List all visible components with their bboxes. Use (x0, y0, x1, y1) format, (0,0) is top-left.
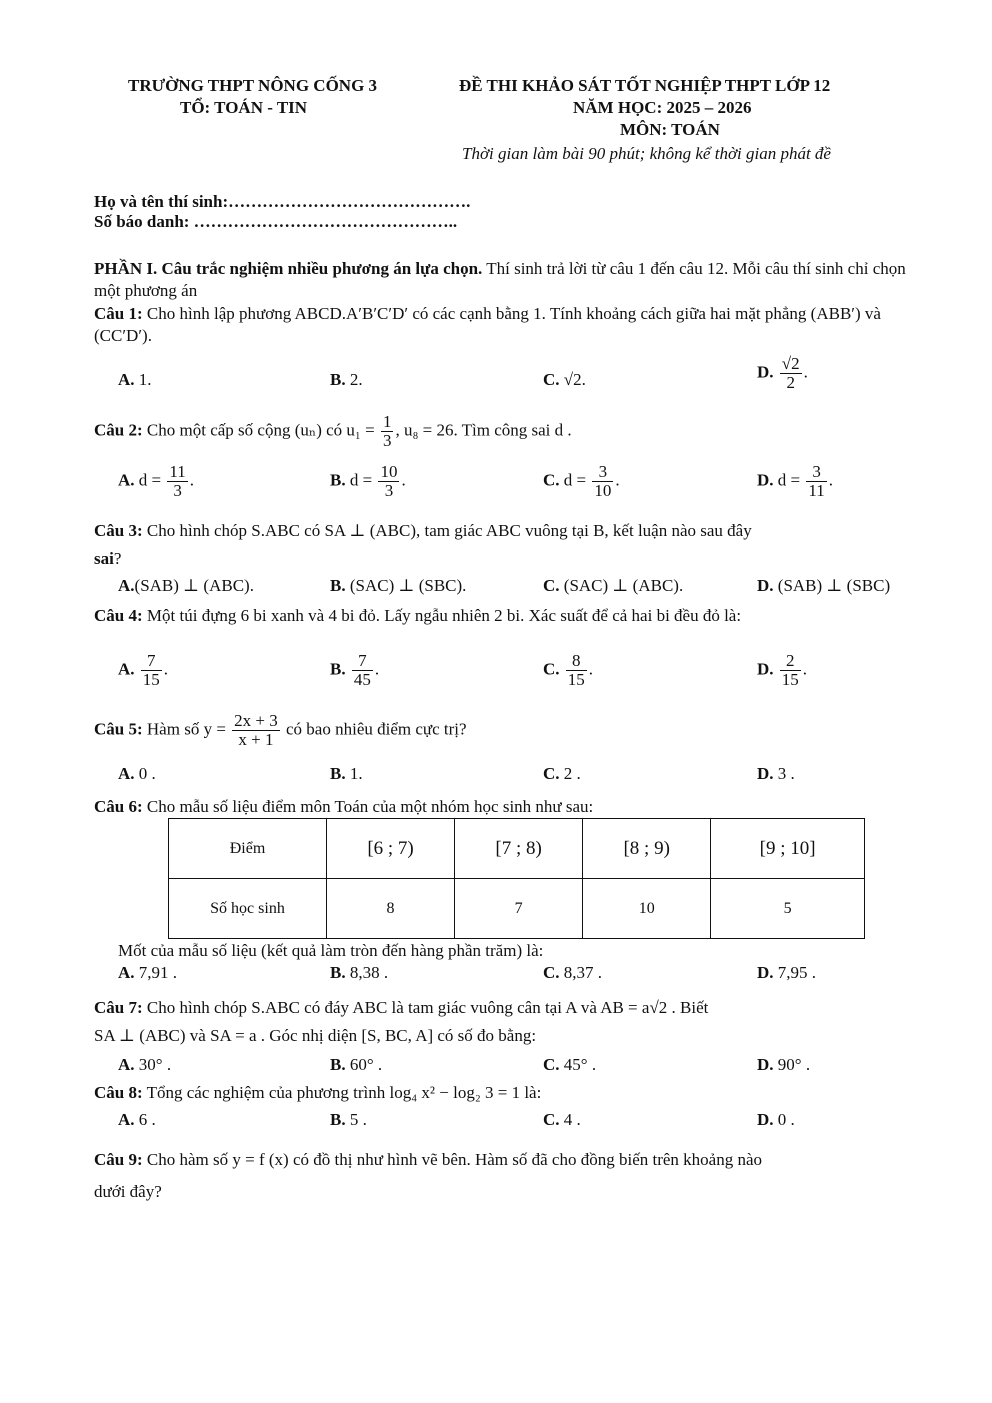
subject: MÔN: TOÁN (620, 120, 720, 139)
q5-option-d: D. 3 . (757, 764, 795, 783)
q5-option-c: C. 2 . (543, 764, 581, 783)
q3-option-a: A.(SAB) ⊥ (ABC). (118, 576, 254, 595)
time-note: Thời gian làm bài 90 phút; không kể thời gian phát đề (462, 144, 831, 163)
table-cell: 5 (711, 879, 865, 939)
q6-label: Câu 6: (94, 797, 143, 816)
table-row (169, 879, 865, 939)
q5-option-a: A. 0 . (118, 764, 156, 783)
exam-title: ĐỀ THI KHẢO SÁT TỐT NGHIỆP THPT LỚP 12 (459, 76, 831, 95)
q8-option-b: B. 5 . (330, 1110, 367, 1129)
table-cell: [7 ; 8) (455, 819, 583, 879)
q1-option-a: A. 1. (118, 370, 152, 389)
question-7-line2: SA ⊥ (ABC) và SA = a . Góc nhị diện [S, BC, A] có số đo bằng: (94, 1026, 537, 1045)
part1-desc: Thí sinh trả lời từ câu 1 đến câu 12. Mỗi câu thí sinh chỉ chọn một phương án (94, 259, 906, 300)
question-3: Câu 3: Cho hình chóp S.ABC có SA ⊥ (ABC), tam giác ABC vuông tại B, kết luận nào sau đây sai? (94, 521, 752, 568)
q2-option-c: C. d = $\frac{3}{10}$ . (543, 462, 620, 500)
q4-label: Câu 4: (94, 606, 143, 625)
q4-option-b: B. $\frac{7}{45}$ . (330, 651, 380, 689)
q8-option-d: D. 0 . (757, 1110, 795, 1129)
q1-label: Câu 1: (94, 304, 143, 323)
q8-option-c: C. 4 . (543, 1110, 581, 1129)
q7-option-d: D. 90° . (757, 1055, 811, 1074)
question-8: Câu 8: Tổng các nghiệm của phương trình log₄ x² − log₂ 3 = 1 là: (94, 1083, 542, 1102)
table-cell: 7 (455, 879, 583, 939)
question-4: Câu 4: Một túi đựng 6 bi xanh và 4 bi đỏ. Lấy ngẫu nhiên 2 bi. Xác suất để cả hai bi đều đỏ là: (94, 606, 742, 625)
part1-instructions (94, 258, 922, 302)
q3-option-b: B. (SAC) ⊥ (SBC). (330, 576, 467, 595)
q4-option-a: A. $\frac{7}{15}$ . (118, 651, 169, 689)
q1-option-d: D. $\frac{√2}{2}$ . (757, 354, 808, 392)
table-cell: 10 (583, 879, 711, 939)
q7-option-a: A. 30° . (118, 1055, 172, 1074)
question-9-line2: dưới đây? (94, 1182, 162, 1201)
question-9-line1: Câu 9: Cho hàm số y = f (x) có đồ thị như hình vẽ bên. Hàm số đã cho đồng biến trên khoảng nào (94, 1150, 763, 1169)
question-2: Câu 2: Cho một cấp số cộng (uₙ) có u₁ = $\frac{1}{3}$ , u₈ = 26. Tìm công sai d . (94, 412, 572, 450)
score-frequency-table (168, 818, 865, 939)
part1-title: PHẦN I. Câu trắc nghiệm nhiều phương án lựa chọn. (94, 259, 483, 278)
q6-option-a: A. 7,91 . (118, 963, 178, 982)
table-cell: Điểm (169, 819, 327, 879)
q6-option-d: D. 7,95 . (757, 963, 817, 982)
table-cell: [9 ; 10] (711, 819, 865, 879)
question-6: Câu 6: Cho mẫu số liệu điểm môn Toán của một nhóm học sinh như sau: (94, 797, 594, 816)
q6-prompt: Mốt của mẫu số liệu (kết quả làm tròn đến hàng phần trăm) là: (118, 941, 544, 960)
q5-label: Câu 5: (94, 719, 143, 739)
table-cell: Số học sinh (169, 879, 327, 939)
q3-option-d: D. (SAB) ⊥ (SBC) (757, 576, 891, 595)
table-cell: [8 ; 9) (583, 819, 711, 879)
q1-option-c: C. √2. (543, 370, 586, 389)
q6-option-b: B. 8,38 . (330, 963, 389, 982)
department-name: TỔ: TOÁN - TIN (180, 98, 308, 117)
q7-option-b: B. 60° . (330, 1055, 383, 1074)
question-7-line1: Câu 7: Cho hình chóp S.ABC có đáy ABC là tam giác vuông cân tại A và AB = a√2 . Biết (94, 998, 709, 1017)
q3-sai: sai (94, 549, 114, 568)
q2-label: Câu 2: (94, 420, 143, 440)
q4-option-d: D. $\frac{2}{15}$ . (757, 651, 808, 689)
q8-option-a: A. 6 . (118, 1110, 156, 1129)
q3-label: Câu 3: (94, 521, 143, 540)
q2-option-b: B. d = $\frac{10}{3}$ . (330, 462, 406, 500)
question-1 (94, 303, 922, 347)
q2-option-a: A. d = $\frac{11}{3}$ . (118, 462, 194, 500)
q1-text: Cho hình lập phương ABCD.A′B′C′D′ có các cạnh bằng 1. Tính khoảng cách giữa hai mặt phẳng (ABB′) và (CC′D′). (94, 304, 881, 345)
q7-label: Câu 7: (94, 998, 143, 1017)
q9-label: Câu 9: (94, 1150, 143, 1169)
table-cell: 8 (327, 879, 455, 939)
q7-option-c: C. 45° . (543, 1055, 597, 1074)
school-year: NĂM HỌC: 2025 – 2026 (573, 98, 752, 117)
table-row (169, 819, 865, 879)
q4-option-c: C. $\frac{8}{15}$ . (543, 651, 594, 689)
question-5: Câu 5: Hàm số y = $\frac{2x + 3}{x + 1}$ có bao nhiêu điểm cực trị? (94, 711, 467, 749)
q2-option-d: D. d = $\frac{3}{11}$ . (757, 462, 833, 500)
q5-option-b: B. 1. (330, 764, 363, 783)
table-cell: [6 ; 7) (327, 819, 455, 879)
q1-option-b: B. 2. (330, 370, 363, 389)
q3-option-c: C. (SAC) ⊥ (ABC). (543, 576, 684, 595)
q8-label: Câu 8: (94, 1083, 143, 1102)
student-name-line: Họ và tên thí sinh:……………………………………. (94, 192, 471, 211)
q6-option-c: C. 8,37 . (543, 963, 603, 982)
student-id-line: Số báo danh: ……………………………………….. (94, 212, 458, 231)
school-name: TRƯỜNG THPT NÔNG CỐNG 3 (128, 76, 378, 95)
